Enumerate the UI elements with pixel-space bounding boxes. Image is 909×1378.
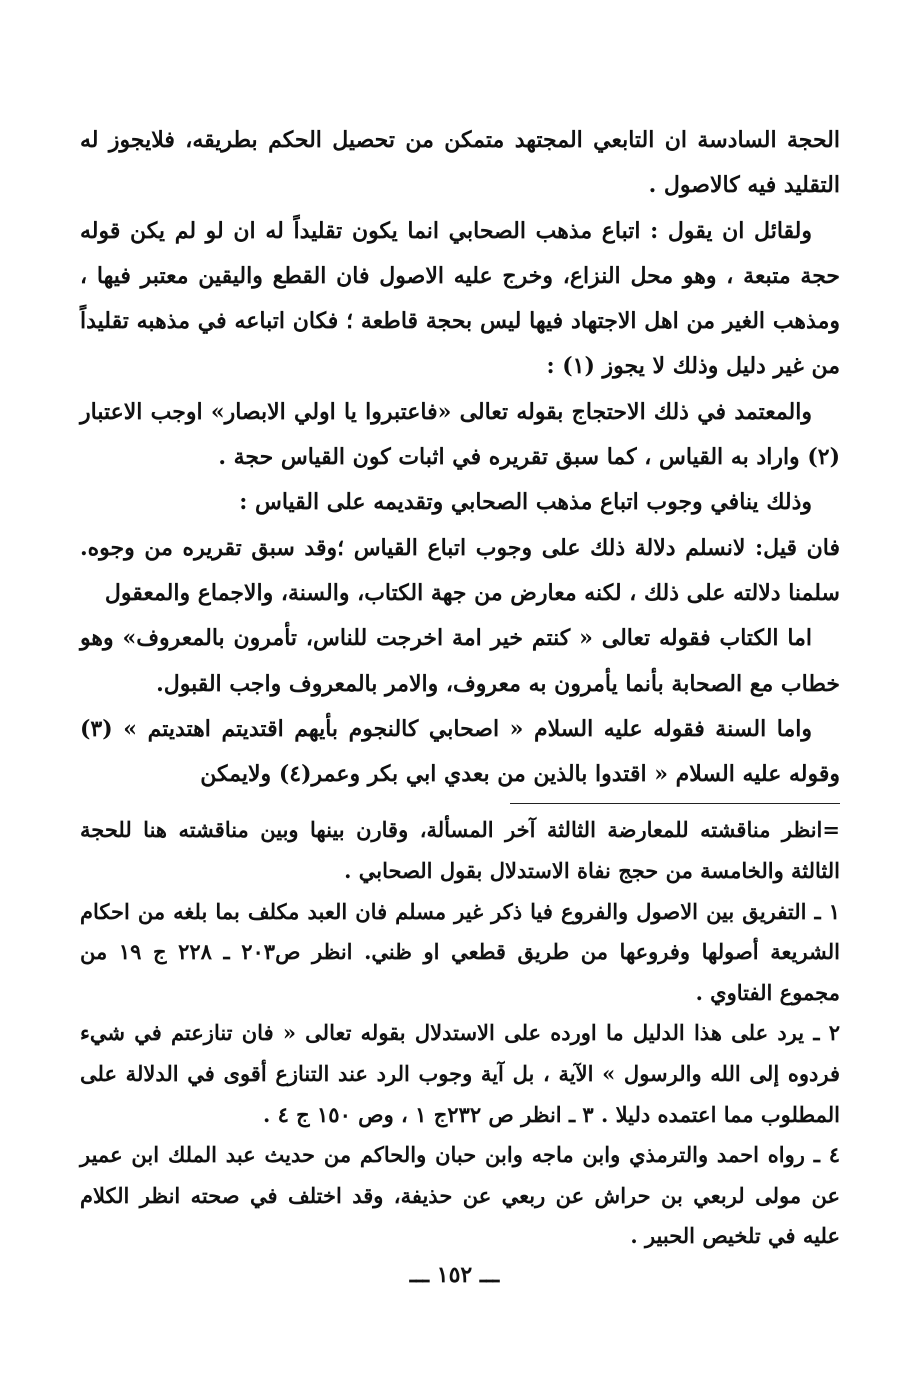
paragraph-if-said: فان قيل: لانسلم دلالة ذلك على وجوب اتباع القياس ؛وقد سبق تقريره من وجوه. سلمنا دلالته على ذلك ، لكنه معارض من جهة الكتاب، والسنة، والاجماع والمعقول xyxy=(80,534,840,606)
paragraph-contradiction: وذلك ينافي وجوب اتباع مذهب الصحابي وتقديمه على القياس : xyxy=(239,489,812,516)
main-text xyxy=(80,118,840,797)
paragraph-sixth-argument: الحجة السادسة ان التابعي المجتهد متمكن من تحصيل الحكم بطريقه، فلايجوز له التقليد فيه كالاصول . xyxy=(80,127,840,199)
paragraph-sunnah: واما السنة فقوله عليه السلام « اصحابي كالنجوم بأيهم اقتديتم اهتديتم » (٣) وقوله عليه السلام « اقتدوا بالذين من بعدي ابي بكر وعمر(٤) ولايمكن xyxy=(80,715,840,788)
footnote-2-3: ٢ ـ يرد على هذا الدليل ما اورده على الاستدلال بقوله تعالى « فان تنازعتم في شيء فردوه إلى الله والرسول » الآية ، بل آية وجوب الرد عند التنازع أقوى في الدلالة على المطلوب مما اعتمده دليلا . ٣ ـ انظر ص ٢٣٢ج ١ ، وص ١٥٠ ج ٤ . xyxy=(80,1020,840,1127)
footnote-continued: =انظر مناقشته للمعارضة الثالثة آخر المسألة، وقارن بينها وبين مناقشته هنا للحجة الثالثة والخامسة من حجج نفاة الاستدلال بقول الصحابي . xyxy=(80,817,840,884)
paragraph-quran: اما الكتاب فقوله تعالى « كنتم خير امة اخرجت للناس، تأمرون بالمعروف» وهو خطاب مع الصحابة بأنما يأمرون به معروف، والامر بالمعروف واجب القبول. xyxy=(80,625,840,697)
document-page xyxy=(80,118,840,1318)
page-number: ـــ ١٥٢ ـــ xyxy=(409,1262,500,1288)
footnote-4: ٤ ـ رواه احمد والترمذي وابن ماجه وابن حبان والحاكم من حديث عبد الملك ابن عمير عن مولى لربعي بن حراش عن ربعي عن حذيفة، وقد اختلف في صحته انظر الكلام عليه في تلخيص الحبير . xyxy=(80,1142,840,1249)
paragraph-reliance: والمعتمد في ذلك الاحتجاج بقوله تعالى «فاعتبروا يا اولي الابصار» اوجب الاعتبار (٢) واراد به القياس ، كما سبق تقريره في اثبات كون القياس حجة . xyxy=(80,398,840,471)
footnote-divider xyxy=(510,803,840,804)
footnote-1: ١ ـ التفريق بين الاصول والفروع فيا ذكر غير مسلم فان العبد مكلف بما بلغه من احكام الشريعة أصولها وفروعها من طريق قطعي او ظني. انظر ص٢٠٣ ـ ٢٢٨ ج ١٩ من مجموع الفتاوي . xyxy=(80,898,840,1005)
paragraph-objection: ولقائل ان يقول : اتباع مذهب الصحابي انما يكون تقليداً له ان لو لم يكن قوله حجة متبعة ، وهو محل النزاع، وخرج عليه الاصول فان القطع واليقين معتبر فيها ، ومذهب الغير من اهل الاجتهاد فيها ليس بحجة قاطعة ؛ فكان اتباعه في مذهبه تقليداً من غير دليل وذلك لا يجوز (١) : xyxy=(80,217,840,380)
footnotes xyxy=(80,810,840,1257)
